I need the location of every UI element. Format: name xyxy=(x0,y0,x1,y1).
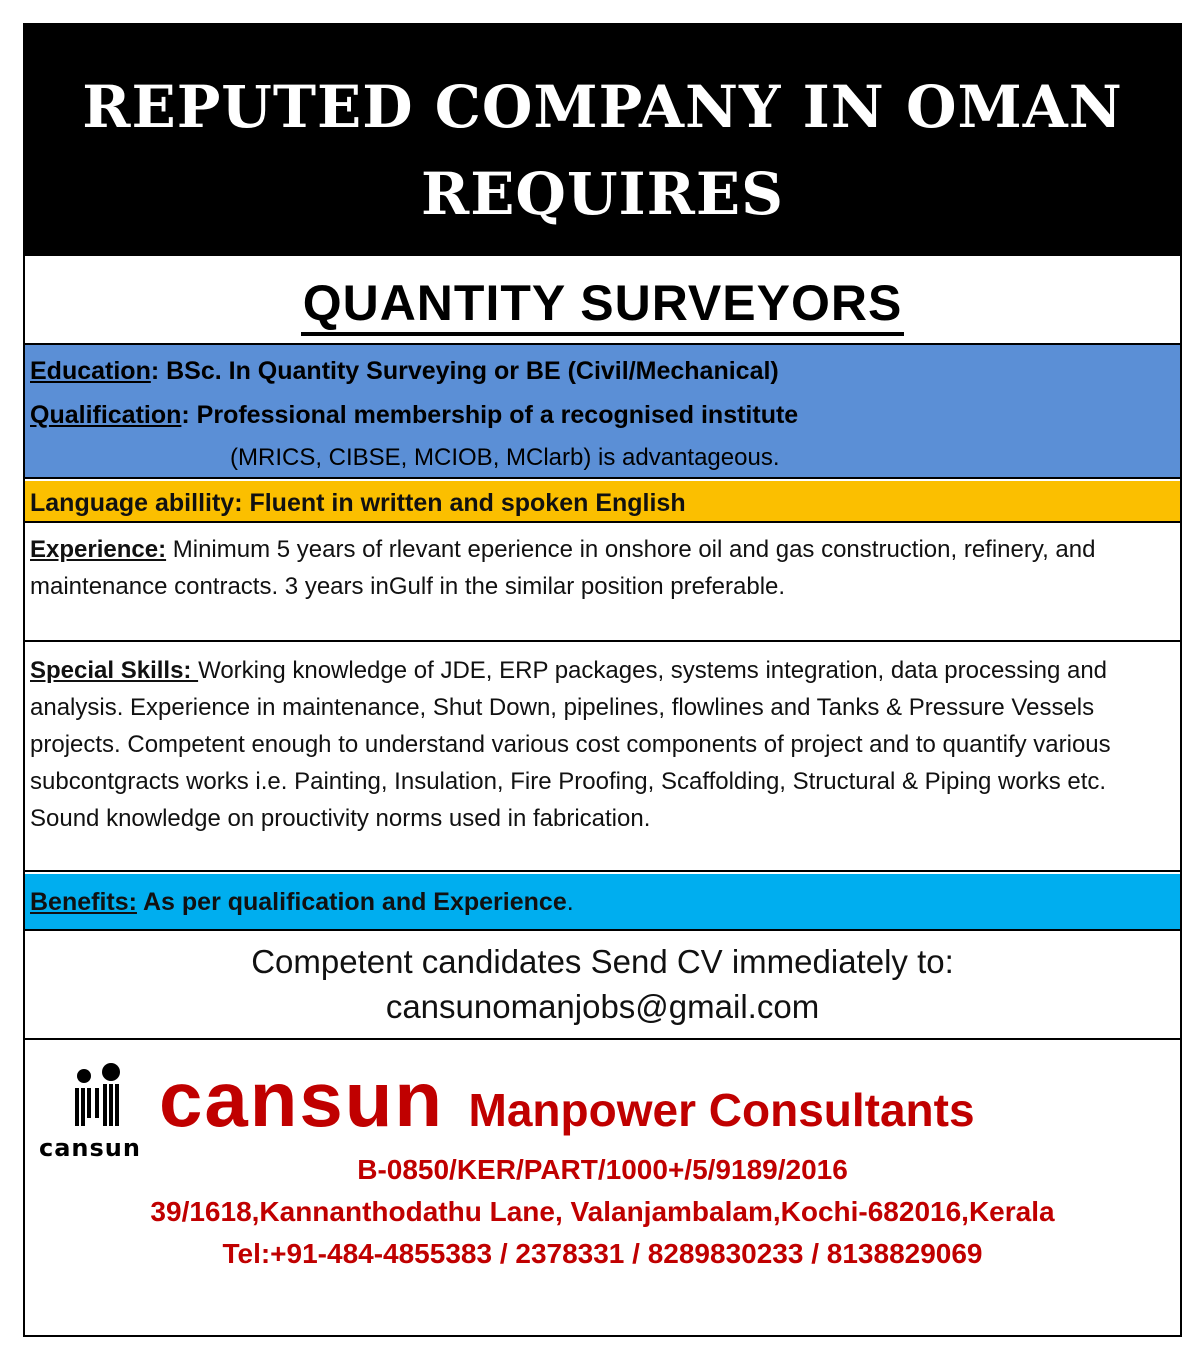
experience-text: Minimum 5 years of rlevant eperience in onshore oil and gas construction, refinery, and maintenance contracts. 3 years inGulf in the similar position preferable. xyxy=(30,536,1096,600)
job-advert xyxy=(23,23,1182,1337)
contact-email[interactable]: cansunomanjobs@gmail.com xyxy=(385,988,820,1025)
language-section xyxy=(25,481,1180,523)
education-value: : BSc. In Quantity Surveying or BE (Civil/Mechanical) xyxy=(150,357,779,385)
skills-label: Special Skills: xyxy=(30,657,199,684)
contact-instruction: Competent candidates Send CV immediately to: xyxy=(251,943,954,980)
education-row xyxy=(30,357,779,386)
benefits-section xyxy=(25,874,1180,931)
header-line-1: REPUTED COMPANY IN OMAN xyxy=(82,73,1123,141)
header-banner xyxy=(25,25,1180,256)
footer xyxy=(25,1042,1180,1337)
brand xyxy=(159,1054,975,1145)
benefits-text: As per qualification and Experience xyxy=(136,888,567,916)
brand-tagline: Manpower Consultants xyxy=(468,1084,975,1136)
qualification-note: (MRICS, CIBSE, MCIOB, MClarb) is advantageous. xyxy=(230,444,780,471)
address: 39/1618,Kannanthodathu Lane, Valanjambalam,Kochi-682016,Kerala xyxy=(150,1196,1055,1227)
benefits-label: Benefits: xyxy=(30,888,137,916)
benefits-period: . xyxy=(566,888,574,916)
education-label: Education xyxy=(30,357,151,385)
brand-name: cansun xyxy=(159,1055,445,1143)
logo-text: cansun xyxy=(39,1134,141,1162)
special-skills-section xyxy=(25,644,1180,872)
header-line-2: REQUIRES xyxy=(421,160,784,228)
license-number: B-0850/KER/PART/1000+/5/9189/2016 xyxy=(357,1154,848,1185)
skills-text: Working knowledge of JDE, ERP packages, systems integration, data processing and analysis. Experience in maintenance, Shut Down, pipelines, flowlines and Tanks & Pressure Vessels projects. Competent enough to understand various cost components of project and to quantify various subcontgracts works i.e. Painting, Insulation, Fire Proofing, Scaffolding, Structural & Piping works etc. Sound knowledge on prouctivity norms used in fabrication. xyxy=(30,657,1111,832)
qualification-value: : Professional membership of a recognised institute xyxy=(181,401,799,429)
experience-paragraph xyxy=(30,531,1174,605)
qualification-row xyxy=(30,401,798,430)
language-text: Language abillity: Fluent in written and spoken English xyxy=(30,489,686,517)
experience-section xyxy=(25,525,1180,642)
skills-paragraph xyxy=(30,652,1174,837)
benefits-row xyxy=(30,888,574,917)
job-title: QUANTITY SURVEYORS xyxy=(301,274,905,336)
qualification-label: Qualification xyxy=(30,401,182,429)
job-title-section xyxy=(25,256,1180,345)
education-section xyxy=(25,345,1180,479)
phone-numbers: Tel:+91-484-4855383 / 2378331 / 8289830233 / 8138829069 xyxy=(222,1238,983,1269)
contact-section xyxy=(25,933,1180,1040)
experience-label: Experience: xyxy=(30,536,167,563)
